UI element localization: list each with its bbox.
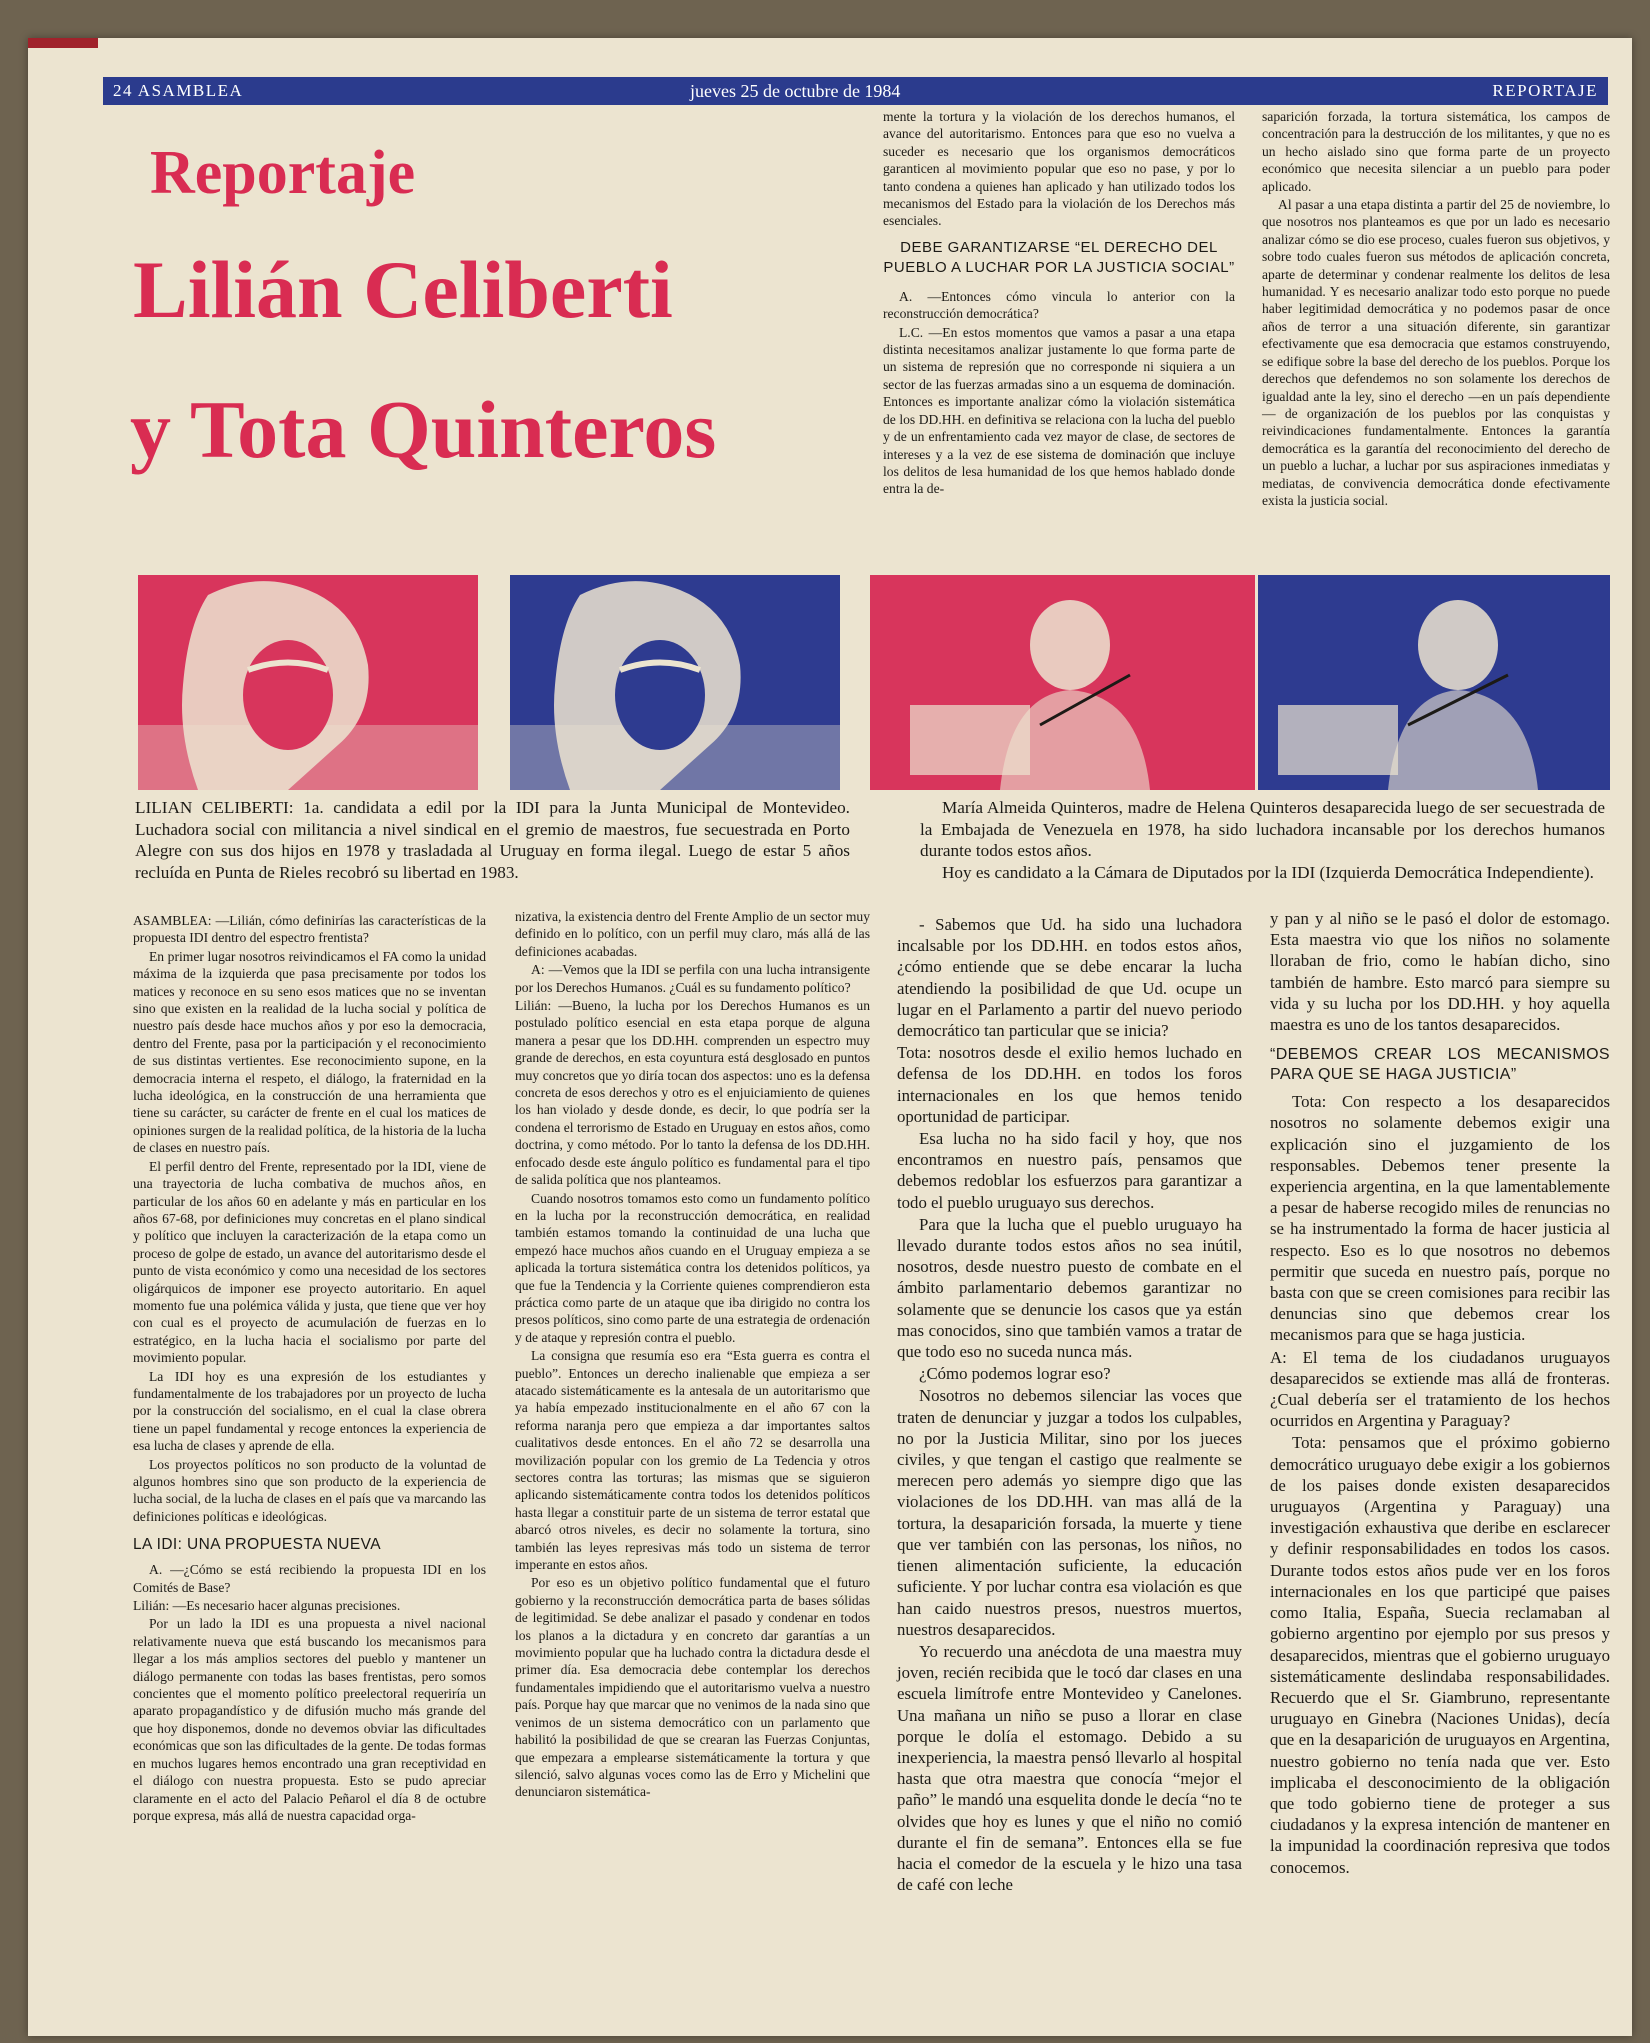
paragraph: nizativa, la existencia dentro del Frente Amplio de un sector muy definido en lo político, con un perfil muy claro, más allá de las definiciones acabadas. — [515, 909, 870, 959]
photo-celiberti-pink — [138, 575, 478, 790]
header-bar — [103, 77, 1608, 105]
paragraph: El perfil dentro del Frente, representado por la IDI, viene de una trayectoria de lucha combativa de muchos años, en particular de los años 60 en adelante y más en particular en los años 67-68, por definiciones muy concretas en el plano sindical y político que incluyen la caracterización de la etapa como un proceso de golpe de estado, un avance del autoritarismo desde el punto de vista económico y como una necesidad de los sectores oligárquicos de imponer ese proyecto autoritario. En aquel momento fue una polémica válida y justa, que tiene que ver hoy con cual es el proyecto de acumulación de fuerzas en lo estratégico, en la lucha hacia el socialismo por parte del movimiento popular. — [133, 1158, 486, 1366]
paragraph: Nosotros no debemos silenciar las voces que traten de denunciar y juzgar a todos los culpables, no por la Justicia Militar, sino por los jueces civiles, y que tengan el castigo que realmente se merecen pero además yo siempre digo que las violaciones de los DD.HH. van mas allá de la tortura, la desaparición forsada, la muerte y tiene que ver también con las personas, los niños, no tienen alimentación suficiente, la educación suficiente. Y por luchar contra esa violación es que han caido nuestros presos, nuestros muertos, nuestros desaparecidos. — [897, 1386, 1242, 1639]
column-4 — [1270, 908, 1610, 1879]
column-1 — [133, 912, 486, 1825]
headline-kicker: Reportaje — [150, 139, 416, 207]
paragraph: y pan y al niño se le pasó el dolor de estomago. Esta maestra vio que los niños no solamente lloraban de frio, como le habían dicho, sino también de hambre. Esto marcó para siempre su vida y su lucha por los DD.HH. y hoy aquella maestra es uno de los tantos desaparecidos. — [1270, 909, 1610, 1035]
paragraph: Yo recuerdo una anécdota de una maestra muy joven, recién recibida que le tocó dar clases en una escuela limítrofe entre Montevideo y Canelones. Una mañana un niño se puso a llorar en clase porque le dolía el estomago. Debido a su inexperiencia, la maestra pensó llevarlo al hospital hasta que otra maestra que conocía “mejor el paño” le mandó una esquelita donde le decía “no te olvides que hoy es lunes y que el niño no comió durante el fin de semana”. Entonces ella se fue hacia el comedor de la escuela y le hizo una tasa de café con leche — [897, 1641, 1242, 1895]
caption-celiberti — [135, 797, 850, 883]
caption-quinteros — [920, 797, 1605, 883]
column-3 — [897, 914, 1242, 1896]
top-column-3 — [883, 108, 1235, 499]
page-number-publication: 24 ASAMBLEA — [113, 81, 244, 100]
paragraph: A: El tema de los ciudadanos uruguayos desaparecidos se extiende mas allá de fronteras. ¿Cual debería ser el tratamiento de los hechos ocurridos en Argentina y Paraguay? — [1270, 1347, 1610, 1431]
caption-name: LILIAN CELIBERTI: — [135, 798, 294, 817]
paragraph: Por eso es un objetivo político fundamental que el futuro gobierno y la reconstrucción democrática parta de bases sólidas de legitimidad. Se debe analizar el pasado y condenar en todos los planos a la dictadura y en concreto dar garantías a un movimiento popular que ha luchado contra la dictadura desde el primer día. Esa democracia debe contemplar los derechos fundamentales impidiendo que el autoritarismo vuelva a nuestro país. Porque hay que marcar que no venimos de la nada sino que venimos de un sistema democrático con un parlamento que habilitó la posibilidad de que se crearan las Fuerzas Conjuntas, que empezara a emplearse sistemáticamente la tortura y que silenció, salvo algunas voces como las de Erro y Michelini que denunciaron sistemática- — [515, 1575, 870, 1800]
paragraph: Esa lucha no ha sido facil y hoy, que nos encontramos en nuestro país, pensamos que debemos redoblar los esfuerzos para garantizar a todo el pueblo uruguayo sus derechos. — [897, 1129, 1242, 1212]
page-corner-mark — [28, 38, 98, 48]
paragraph: ¿Cómo podemos lograr eso? — [919, 1364, 1111, 1384]
caption-text: 1a. candidata a edil por la IDI para la Junta Municipal de Montevideo. Luchadora social con militancia a nivel sindical en el gremio de maestros, fue secuestrada en Porto Alegre con sus dos hijos en 1978 y trasladada al Uruguay en forma ilegal. Luego de estar 5 años recluída en Punta de Rieles recobró su libertad en 1983. — [135, 798, 850, 882]
subhead-top: DEBE GARANTIZARSE “EL DERECHO DEL PUEBLO A LUCHAR POR LA JUSTICIA SOCIAL” — [883, 238, 1235, 276]
caption-text: Hoy es candidato a la Cámara de Diputados por la IDI (Izquierda Democrática Independiente). — [942, 862, 1594, 882]
paragraph: mente la tortura y la violación de los derechos humanos, el avance del autoritarismo. Entonces para que eso no vuelva a suceder es necesario que los organismos democráticos garanticen al movimiento popular que eso no pase, y por lo tanto condena a quienes han aplicado y han utilizado todos los mecanismos del Estado para la violación de los Derechos más esenciales. — [883, 109, 1235, 229]
paragraph: A. —¿Cómo se está recibiendo la propuesta IDI en los Comités de Base? — [133, 1562, 486, 1595]
paragraph: - Sabemos que Ud. ha sido una luchadora incalsable por los DD.HH. en todos estos años, ¿cómo entiende que se debe encarar la lucha atendiendo la posibilidad de que Ud. ocupe un lugar en el Parlamento a partir del nuevo periodo democrático tan particular que se inicia? — [897, 915, 1242, 1041]
section-name: REPORTAJE — [1492, 81, 1598, 100]
paragraph: Para que la lucha que el pueblo uruguayo ha llevado durante todos estos años no sea inútil, nosotros, desde nuestro puesto de combate en el ámbito parlamentario debemos garantizar no solamente que se denuncie los casos que ya están mas conocidos, sino que también vamos a tratar de que todo eso no suceda nunca más. — [897, 1214, 1242, 1362]
paragraph: En primer lugar nosotros reivindicamos el FA como la unidad máxima de la izquierda que pasa precisamente por todos los matices y reconoce en su seno esos matices que no se inventan sino que existen en la realidad de la lucha social y política de nuestro país desde hace muchos años y por eso la democracia, dentro del Frente, pasa por la participación y el reconocimiento de sus distintas vertientes. Ese reconocimiento supone, en la democracia interna el respeto, el diálogo, la fraternidad en la lucha ideológica, en la construcción de una herramienta que tiene su carácter, su carácter de frente en el cual los matices de opiniones surgen de la realidad política, de la historia de la lucha de clases en nuestro país. — [133, 948, 486, 1156]
paragraph: Por un lado la IDI es una propuesta a nivel nacional relativamente nueva que está buscando los mecanismos para llegar a los más amplios sectores del pueblo y mantener un diálogo permanente con todas las bases frentistas, pero somos concientes que el momento político preelectoral requeriría un aparato propagandístico y de difusión mucho más grande del que hoy disponemos, donde no devemos obviar las dificultades económicas que son las dificultades de la gente. De todas formas en muchos lugares hemos encontrado una gran receptividad en el diálogo con nuestra propuesta. Esto se pudo apreciar claramente en el acto del Palacio Peñarol el día 8 de octubre porque expresa, más allá de nuestra capacidad orga- — [133, 1616, 486, 1823]
paragraph: A. —Entonces cómo vincula lo anterior con la reconstrucción democrática? — [883, 288, 1235, 322]
subhead-idi: LA IDI: UNA PROPUESTA NUEVA — [133, 1536, 381, 1554]
paragraph: Al pasar a una etapa distinta a partir del 25 de noviembre, lo que nosotros nos planteamos es que por un lado es necesario analizar cómo se dio ese proceso, cuales fueron sus objetivos, y sobre todo cuales fueron sus métodos de aplicación concreta, aparte de determinar y condenar realmente los delitos de lesa humanidad. Y es necesario analizar todo esto porque no puede haber legitimidad democrática y no podemos pasar de once años de terror a una situación diferente, sin garantizar efectivamente que esa democracia que estamos construyendo, se edifique sobre la base del derecho de los pueblos. Porque los derechos que defendemos no son solamente los derechos de igualdad ante la ley, sino el derecho —en un país dependiente— de organización de los pueblos por las conquistas y reivindicaciones fundamentalmente. Entonces la garantía democrática es la garantía del reconocimiento del derecho de un pueblo a luchar, a luchar por sus aspiraciones inmediatas y mediatas, de convivencia democrática donde efectivamente exista la justicia social. — [1262, 197, 1610, 508]
paragraph: Tota: pensamos que el próximo gobierno democrático uruguayo debe exigir a los gobiernos de los paises donde existen desaparecidos uruguayos (Argentina y Paraguay) una investigación exhaustiva que deribe en esclarecer y definir responsabilidades en todos los casos. Durante todos estos años pude ver en los foros internacionales en los que participé que paises como Italia, España, Suecia reclamaban al gobierno argentino por ejemplo por sus presos y desaparecidos, mientras que el gobierno uruguayo sistemáticamente deslindaba responsabilidades. Recuerdo que el Sr. Giambruno, representante uruguayo en Ginebra (Naciones Unidas), decía que en la desaparición de uruguayos en Argentina, nuestro gobierno no tenía nada que ver. Esto implicaba el desconocimiento de la obligación que todo gobierno tiene de proteger a sus ciudadanos y la expresa intención de mantener en la impunidad la coordinación represiva que todos conocemos. — [1270, 1433, 1610, 1877]
column-2 — [515, 908, 870, 1802]
top-column-4 — [1262, 108, 1610, 510]
headline-line2: y Tota Quinteros — [130, 384, 717, 475]
paragraph: La consigna que resumía eso era “Esta guerra es contra el pueblo”. Entonces un derecho inalienable que empieza a ser atacado sistemáticamente es la antesala de un autoritarismo que ya había empezado institucionalmente en el año 67 con la reforma naranja pero que empieza a dar importantes saltos cualitativos desde entonces. En el año 72 se desarrolla una movilización popular con los gremio de La Tedencia y otros sectores contra las torturas; las mismas que se siguieron aplicando sistemáticamente contra todos los detenidos políticos hasta llegar a constituir parte de un sistema de terror estatal que abarcó otros niveles, es decir no solamente la tortura, sino también las leyes represivas más todo un sistema de terror imperante en estos años. — [515, 1348, 870, 1573]
paragraph: saparición forzada, la tortura sistemática, los campos de concentración para la destrucción de los militantes, y que no es un hecho aislado sino que forma parte de un proyecto económico que necesita silenciar a un pueblo para poder aplicado. — [1262, 109, 1610, 194]
paragraph: Tota: nosotros desde el exilio hemos luchado en defensa de los DD.HH. en todos los foros internacionales en los que hemos tenido oportunidad de participar. — [897, 1043, 1242, 1126]
photo-celiberti-blue — [510, 575, 840, 790]
paragraph: L.C. —En estos momentos que vamos a pasar a una etapa distinta necesitamos analizar justamente lo que forma parte de un sistema de represión que no corresponde ni siquiera a un sector de las fuerzas armadas sino a un esquema de dominación. Entonces es importante analizar cómo la violación sistemática de los DD.HH. en definitiva se relaciona con la lucha del pueblo y de un enfrentamiento cada vez mayor de clase, de sectores de intereses y a la vez de ese sistema de dominación que incluye los delitos de lesa humanidad de los que hemos hablado donde entra la de- — [883, 324, 1235, 497]
paragraph: Lilián: —Bueno, la lucha por los Derechos Humanos es un postulado político esencial en esta etapa porque de alguna manera a pesar que los DD.HH. comprenden un espectro muy grande de derechos, en esta coyuntura está desglosado en puntos muy concretos que yo diría tocan dos aspectos: uno es la defensa concreta de esos derechos y otro es el enjuiciamiento de quienes los han violado y desde donde, es decir, lo que podría ser la condena el terrorismo de Estado en Uruguay en estos años, como doctrina, y como método. Por lo tanto la defensa de los DD.HH. enfocado desde este ángulo político es fundamental para el tipo de salida política que nos planteamos. — [515, 998, 870, 1188]
photo-quinteros-blue — [1258, 575, 1610, 790]
paragraph: A: —Vemos que la IDI se perfila con una lucha intransigente por los Derechos Humanos. ¿Cuál es su fundamento político? — [515, 962, 870, 995]
paragraph: Tota: Con respecto a los desaparecidos nosotros no solamente debemos exigir una explicación sino el juzgamiento de los responsables. Debemos tener presente la experiencia argentina, en la que lamentablemente a pesar de haberse recogido miles de renuncias no se ha instrumentado la forma de hacer justicia al respecto. Eso es lo que nosotros no debemos permitir que suceda en nuestro país, porque no basta con que se creen comisiones para recibir las denuncias sino que debemos crear los mecanismos para que se haga justicia. — [1270, 1092, 1610, 1345]
paragraph: La IDI hoy es una expresión de los estudiantes y fundamentalmente de los trabajadores por un proyecto de lucha por la construcción del socialismo, en el cual la clase obrera tiene un papel fundamental y recoge entonces la experiencia de esa lucha de clases y aprende de ella. — [133, 1368, 486, 1454]
headline-line1: Lilián Celiberti — [133, 244, 673, 335]
caption-text: María Almeida Quinteros, madre de Helena Quinteros desaparecida luego de ser secuestrada de la Embajada de Venezuela en 1978, ha sido luchadora incansable por los derechos humanos durante todos estos años. — [920, 798, 1605, 860]
photo-quinteros-pink — [870, 575, 1255, 790]
paragraph: Cuando nosotros tomamos esto como un fundamento político en la lucha por la reconstrucción democrática, en realidad también estamos tomando la continuidad de una lucha que empezó hace muchos años cuando en el Uruguay empieza a se aplicada la tortura sistemática contra los detenidos políticos, ya que fue la Tendencia y la Corriente quienes comprendieron esta práctica como parte de un ataque que iba dirigido no contra los presos políticos, sino como parte de una estrategia de ordenación y de ataque y represión contra el pueblo. — [515, 1190, 870, 1345]
paragraph: Lilián: —Es necesario hacer algunas precisiones. — [133, 1598, 401, 1614]
paragraph: ASAMBLEA: —Lilián, cómo definirías las características de la propuesta IDI dentro del espectro frentista? — [133, 913, 486, 946]
issue-date: jueves 25 de octubre de 1984 — [690, 81, 901, 101]
paragraph: Los proyectos políticos no son producto de la voluntad de algunos hombres sino que son producto de la experiencia de lucha social, de la lucha de clases en el país que va marcando las definiciones políticas e ideológicas. — [133, 1456, 486, 1524]
subhead-mecanismos: “DEBEMOS CREAR LOS MECANISMOS PARA QUE SE HAGA JUSTICIA” — [1270, 1046, 1610, 1084]
